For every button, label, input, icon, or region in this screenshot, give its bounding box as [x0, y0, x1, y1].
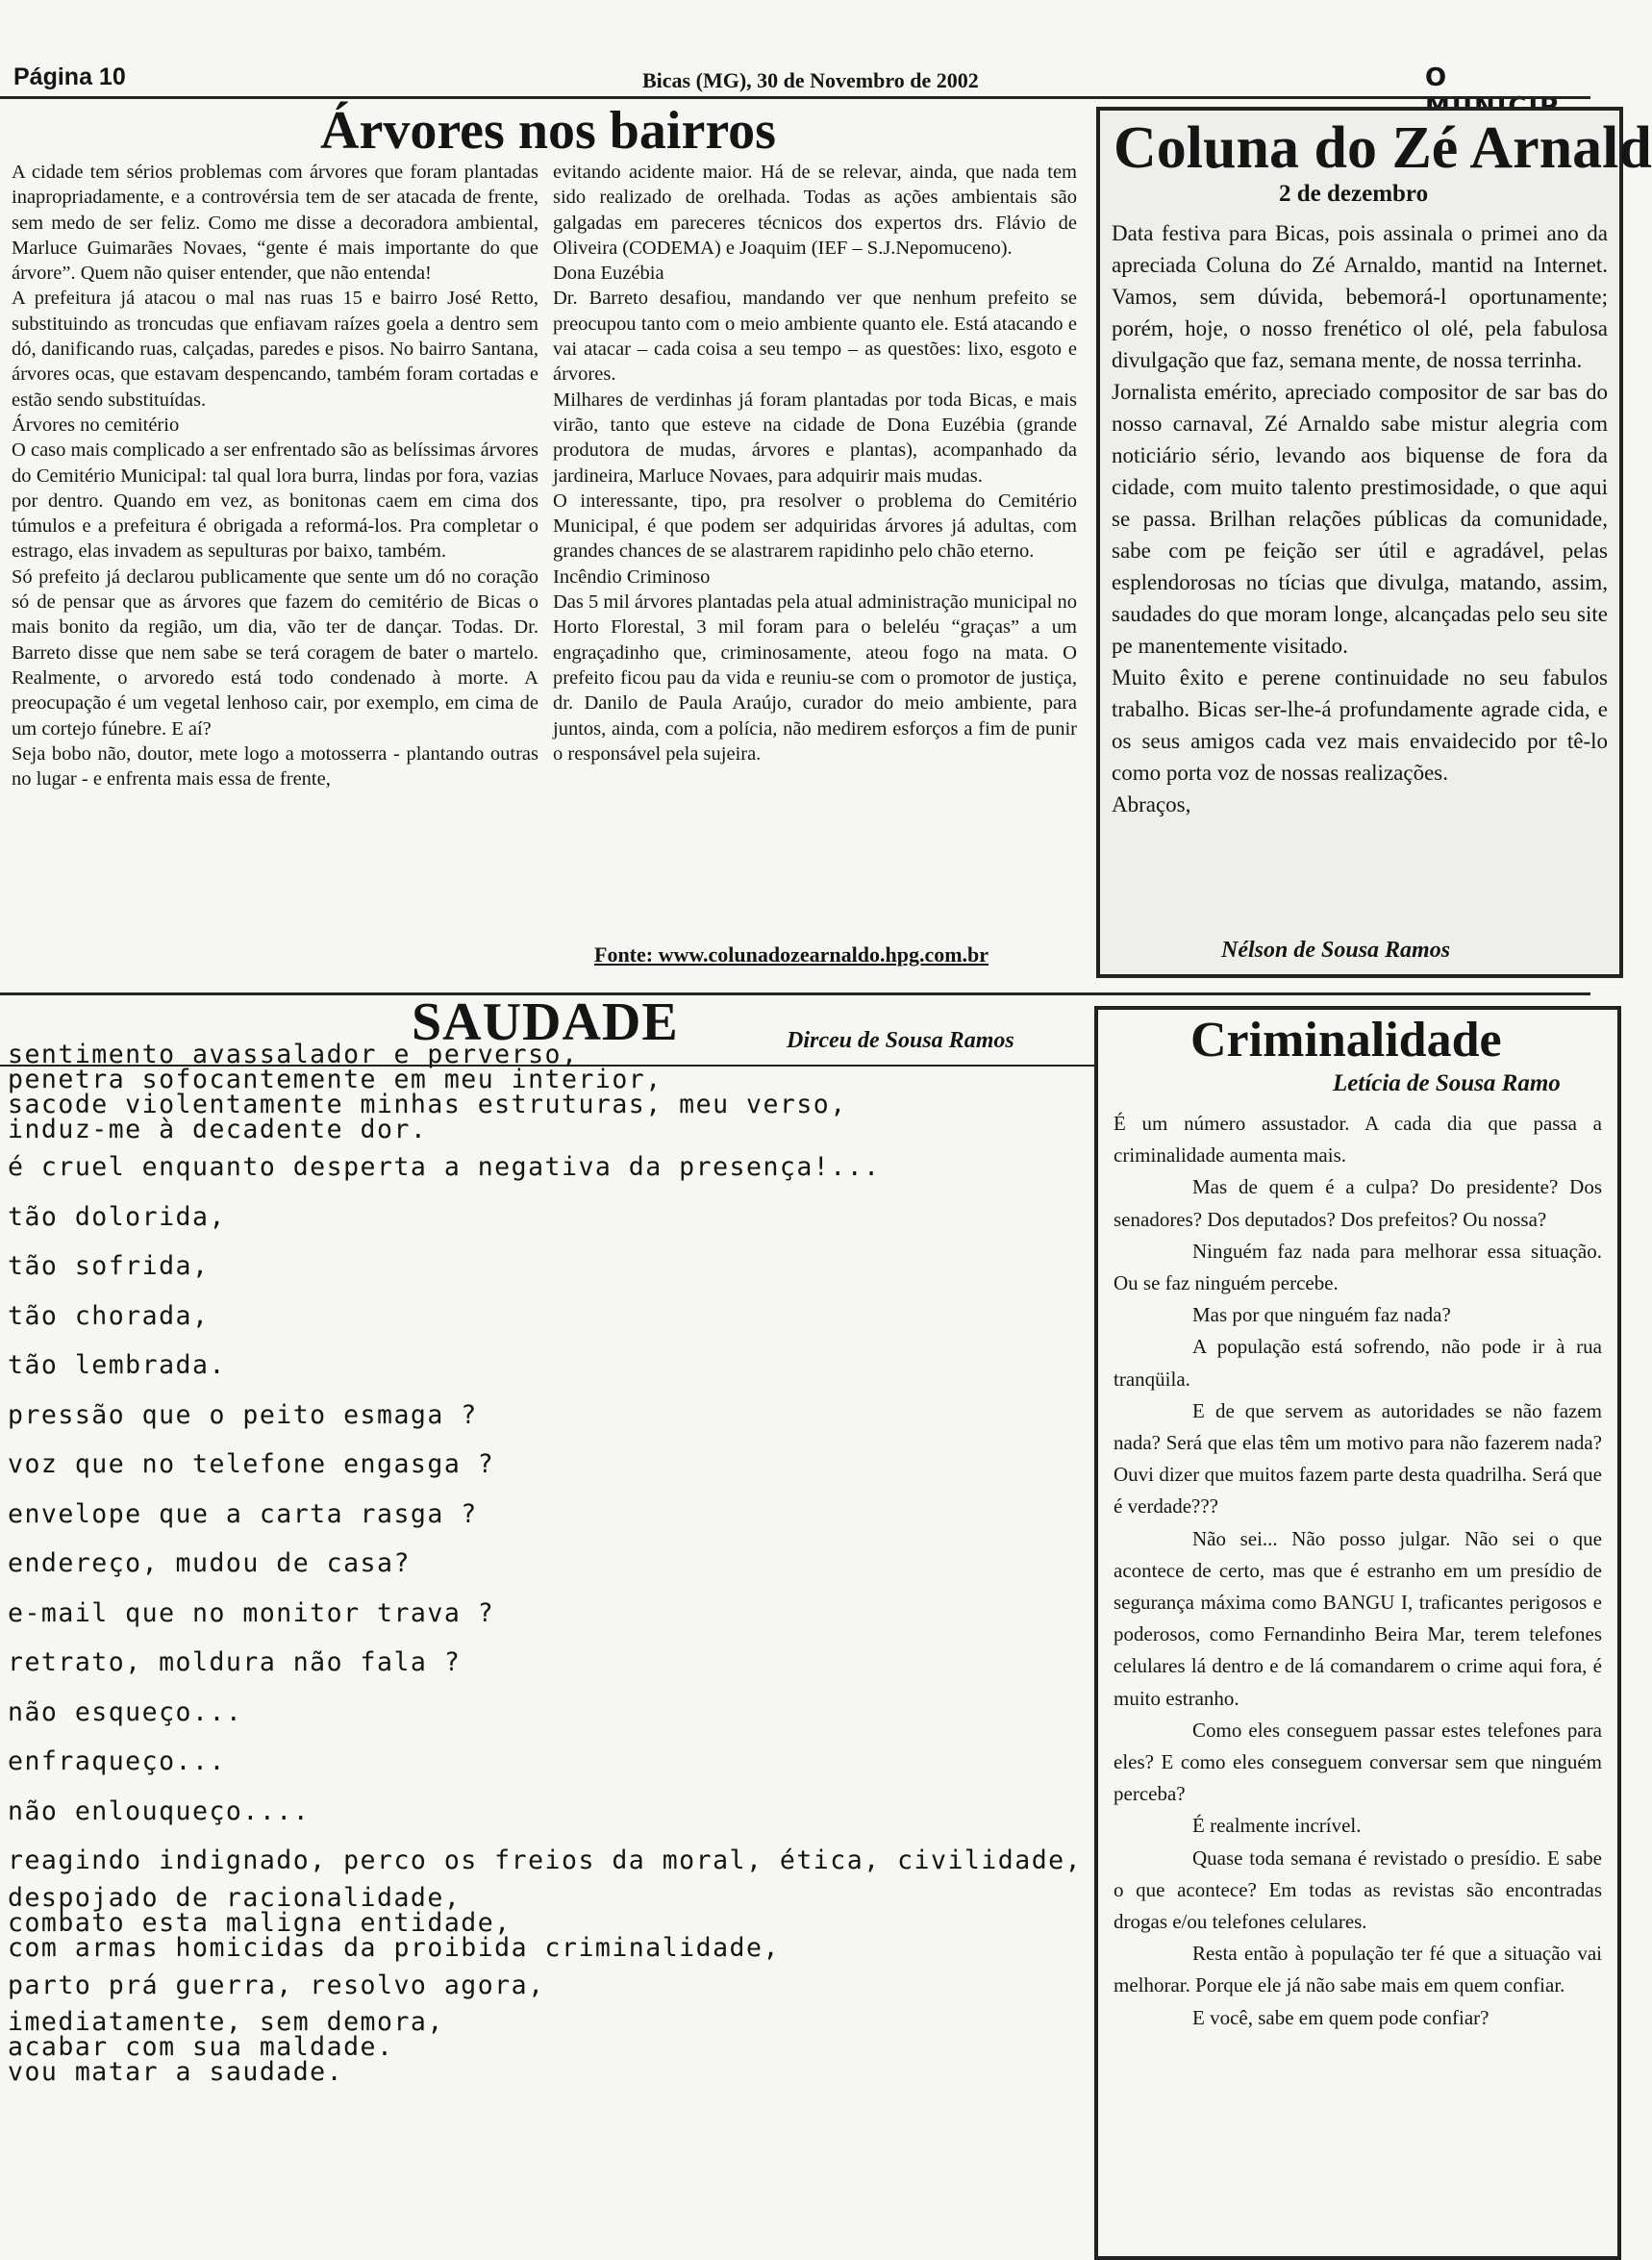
arvores-column-2 — [553, 160, 1077, 929]
poem-line: parto prá guerra, resolvo agora, — [8, 1970, 545, 2000]
criminalidade-box — [1094, 1006, 1621, 2260]
ze-arnaldo-box — [1096, 107, 1652, 978]
poem-line: enfraqueço... — [8, 1746, 226, 1776]
criminalidade-subhead: Resta então à população ter fé que a situação vai melhorar. Porque ele já não sabe mais em quem confiar. — [1114, 1942, 1602, 1997]
poem-line: pressão que o peito esmaga ? — [8, 1399, 478, 1430]
saudade-poem — [8, 1042, 1089, 2085]
poem-line: reagindo indignado, perco os freios da moral, ética, civilidade, — [8, 1846, 1083, 1875]
criminalidade-subhead: Ninguém faz nada para melhorar essa situação. Ou se faz ninguém percebe. — [1114, 1239, 1602, 1295]
ze-arnaldo-subhead: Jornalista emérito, apreciado compositor de sar bas do nosso carnaval, Zé Arnaldo sabe mistur alegria com noticiário sério, levando aos biquense de fora da cidade, com muito talento prestimosidade, o que aqui se passa. Brilhan relações públicas da comunidade, sabe com pe feição ser útil e agradável, pelas esplendorosas no tícias que divulga, matando, assim, saudades do que moram longe, alcançadas pelo seu site pe manentemente visitado. — [1112, 380, 1608, 658]
poem-line: vou matar a saudade. — [8, 2057, 344, 2087]
poem-line: e-mail que no monitor trava ? — [8, 1597, 495, 1628]
poem-line: acabar com sua maldade. — [8, 2032, 394, 2062]
poem-line: não enlouqueço.... — [8, 1795, 311, 1826]
ze-arnaldo-body — [1112, 217, 1608, 820]
poem-line: sentimento avassalador e perverso, — [8, 1040, 579, 1069]
poem-line: combato esta maligna entidade, — [8, 1907, 512, 1938]
poem-line: com armas homicidas da proibida criminalidade, — [8, 1932, 780, 1963]
arvores-paragraph: Das 5 mil árvores plantadas pela atual administração municipal no Horto Florestal, 3 mil foram para o beleléu “graças” a um engraçadinho que, criminosamente, ateou fogo na mata. O prefeito ficou pau da vida e reuniu-se com o promotor de justiça, dr. Danilo de Paula Araújo, curador do meio ambiente, para juntos, ainda, com a polícia, não medirem esforços a fim de punir o responsável pela sujeira. — [553, 591, 1077, 765]
arvores-paragraph: O caso mais complicado a ser enfrentado são as belíssimas árvores do Cemitério Municipal: tal qual lora burra, lindas por fora, vazias por dentro. Quando em vez, as bonitonas caem em cima dos túmulos e a prefeitura é obrigada a reformá-los. Pra completar o estrago, elas invadem as sepulturas por baixo, também. — [12, 439, 538, 563]
criminalidade-subhead: A população está sofrendo, não pode ir à rua tranqüila. — [1114, 1335, 1602, 1391]
poem-line: penetra sofocantemente em meu interior, — [8, 1065, 663, 1094]
ze-arnaldo-title: Coluna do Zé Arnald — [1114, 115, 1652, 181]
criminalidade-author: Letícia de Sousa Ramo — [1333, 1070, 1561, 1096]
section-rule — [0, 992, 1590, 995]
ze-arnaldo-signature: Nélson de Sousa Ramos — [1221, 938, 1451, 963]
arvores-paragraph: Só prefeito já declarou publicamente que sente um dó no coração só de pensar que as árvores que fazem do cemitério de Bicas o mais bonito da região, um dia, vão ter de dançar. Todas. Dr. Barreto disse que nem sabe se terá coragem de bater o martelo. Realmente, o arvoredo está todo condenado à morte. A preocupação é um vegetal lenhoso cair, por exemplo, em cima de um cortejo fúnebre. E aí? — [12, 565, 538, 740]
arvores-paragraph: A prefeitura já atacou o mal nas ruas 15 e bairro José Retto, substituindo as troncudas que enfiavam raízes goela a dentro sem dó, danificando ruas, calçadas, paredes e pisos. No bairro Santana, árvores ocas, que estavam despencando, também foram cortadas e estão sendo substituídas. — [12, 288, 538, 411]
ze-arnaldo-subhead: Abraços, — [1112, 792, 1191, 816]
arvores-title: Árvores nos bairros — [320, 101, 776, 161]
poem-line: tão dolorida, — [8, 1201, 226, 1232]
criminalidade-subhead: É realmente incrível. — [1192, 1814, 1362, 1838]
criminalidade-title: Criminalidade — [1190, 1013, 1502, 1067]
arvores-subhead: Dona Euzébia — [553, 263, 664, 285]
arvores-paragraph: O interessante, tipo, pra resolver o problema do Cemitério Municipal, é que podem ser adquiridas árvores já adultas, com grandes chances de se alastrarem rapidinho pelo chão eterno. — [553, 490, 1077, 563]
arvores-paragraph: evitando acidente maior. Há de se relevar, ainda, que nada tem sido realizado de orelhada. Todas as ações ambientais são galgadas em pareceres técnicos dos expertos drs. Flávio de Oliveira (CODEMA) e Joaquim (IEF – S.J.Nepomuceno). — [553, 162, 1077, 259]
arvores-column-1 — [12, 160, 538, 992]
saudade-author: Dirceu de Sousa Ramos — [787, 1028, 1014, 1053]
poem-line: imediatamente, sem demora, — [8, 2007, 444, 2037]
poem-line: é cruel enquanto desperta a negativa da presença!... — [8, 1152, 881, 1182]
newspaper-name: O — [1425, 63, 1449, 92]
header-rule — [0, 96, 1590, 99]
poem-line: não esqueço... — [8, 1696, 243, 1727]
poem-line: sacode violentamente minhas estruturas, meu verso, — [8, 1090, 847, 1119]
saudade-title: SAUDADE — [412, 992, 679, 1052]
poem-line: envelope que a carta rasga ? — [8, 1498, 478, 1529]
arvores-source: Fonte: www.colunadozearnaldo.hpg.com.br — [594, 942, 989, 967]
poem-line: tão lembrada. — [8, 1350, 226, 1380]
poem-line: retrato, moldura não fala ? — [8, 1647, 462, 1677]
page-number: Página 10 — [13, 63, 126, 90]
criminalidade-subhead: E de que servem as autoridades se não fazem nada? Será que elas têm um motivo para não fazerem nada? Ouvi dizer que muitos fazem parte desta quadrilha. Será que é verdade??? — [1114, 1398, 1602, 1519]
criminalidade-subhead: Mas de quem é a culpa? Do presidente? Dos senadores? Dos deputados? Dos prefeitos? Ou nossa? — [1114, 1175, 1602, 1231]
criminalidade-subhead: Não sei... Não posso julgar. Não sei o que acontece de certo, mas que é estranho em um presídio de segurança máxima como BANGU I, traficantes perigosos e poderosos, como Fernandinho Beira Mar, terem telefones celulares lá dentro e de lá comandarem o crime aqui fora, é muito estranho. — [1114, 1526, 1602, 1710]
arvores-subhead: Incêndio Criminoso — [553, 565, 711, 588]
arvores-paragraph: Seja bobo não, doutor, mete logo a motosserra - plantando outras no lugar - e enfrenta mais essa de frente, — [12, 742, 538, 791]
arvores-paragraph: A cidade tem sérios problemas com árvores que foram plantadas inapropriadamente, e a controvérsia tem de ser atacada de frente, sem medo de ser feliz. Como me disse a decoradora ambiental, Marluce Guimarães Novaes, “gente é mais importante do que árvore”. Quem não quiser entender, que não entenda! — [12, 162, 538, 285]
criminalidade-subhead: É um número assustador. A cada dia que passa a criminalidade aumenta mais. — [1114, 1112, 1602, 1168]
arvores-subhead: Árvores no cemitério — [12, 414, 180, 436]
ze-arnaldo-subhead: Muito êxito e perene continuidade no seu fabulos trabalho. Bicas ser-lhe-á profundamente agrade cida, e os seus amigos cada vez mais envaidecido por tê-lo como porta voz de nossas realizações. — [1112, 665, 1608, 785]
ze-arnaldo-subhead: Data festiva para Bicas, pois assinala o primei ano da apreciada Coluna do Zé Arnaldo, mantid na Internet. Vamos, sem dúvida, bebemorá-l oportunamente; porém, hoje, o nosso frenético ol olé, pela fabulosa divulgação que faz, semana mente, de nossa terrinha. — [1112, 221, 1608, 372]
criminalidade-subhead: Quase toda semana é revistado o presídio. E sabe o que acontece? Em todas as revistas são encontradas drogas e/ou telefones celulares. — [1114, 1846, 1602, 1934]
poem-line: tão chorada, — [8, 1300, 210, 1331]
poem-line: tão sofrida, — [8, 1251, 210, 1281]
arvores-paragraph: Milhares de verdinhas já foram plantadas por toda Bicas, e mais virão, tanto que esteve na cidade de Dona Euzébia (grande produtora de mudas, árvores e plantas), acompanhado da jardineira, Marluce Novaes, para adquirir mais mudas. — [553, 389, 1077, 487]
criminalidade-subhead: E você, sabe em quem pode confiar? — [1192, 2005, 1489, 2029]
arvores-paragraph: Dr. Barreto desafiou, mandando ver que nenhum prefeito se preocupou tanto com o meio ambiente quanto ele. Está atacando e vai atacar – cada coisa a seu tempo – as questões: lixo, esgoto e árvores. — [553, 288, 1077, 386]
poem-line: induz-me à decadente dor. — [8, 1115, 428, 1144]
ze-arnaldo-date: 2 de dezembro — [1279, 181, 1429, 207]
poem-line: despojado de racionalidade, — [8, 1882, 462, 1913]
criminalidade-subhead: Como eles conseguem passar estes telefones para eles? E como eles conseguem conversar sem que ninguém perceba? — [1114, 1718, 1602, 1806]
poem-line: voz que no telefone engasga ? — [8, 1449, 495, 1479]
poem-line: endereço, mudou de casa? — [8, 1548, 411, 1578]
criminalidade-subhead: Mas por que ninguém faz nada? — [1192, 1303, 1451, 1327]
dateline: Bicas (MG), 30 de Novembro de 2002 — [642, 68, 979, 92]
criminalidade-body — [1114, 1108, 1602, 2034]
